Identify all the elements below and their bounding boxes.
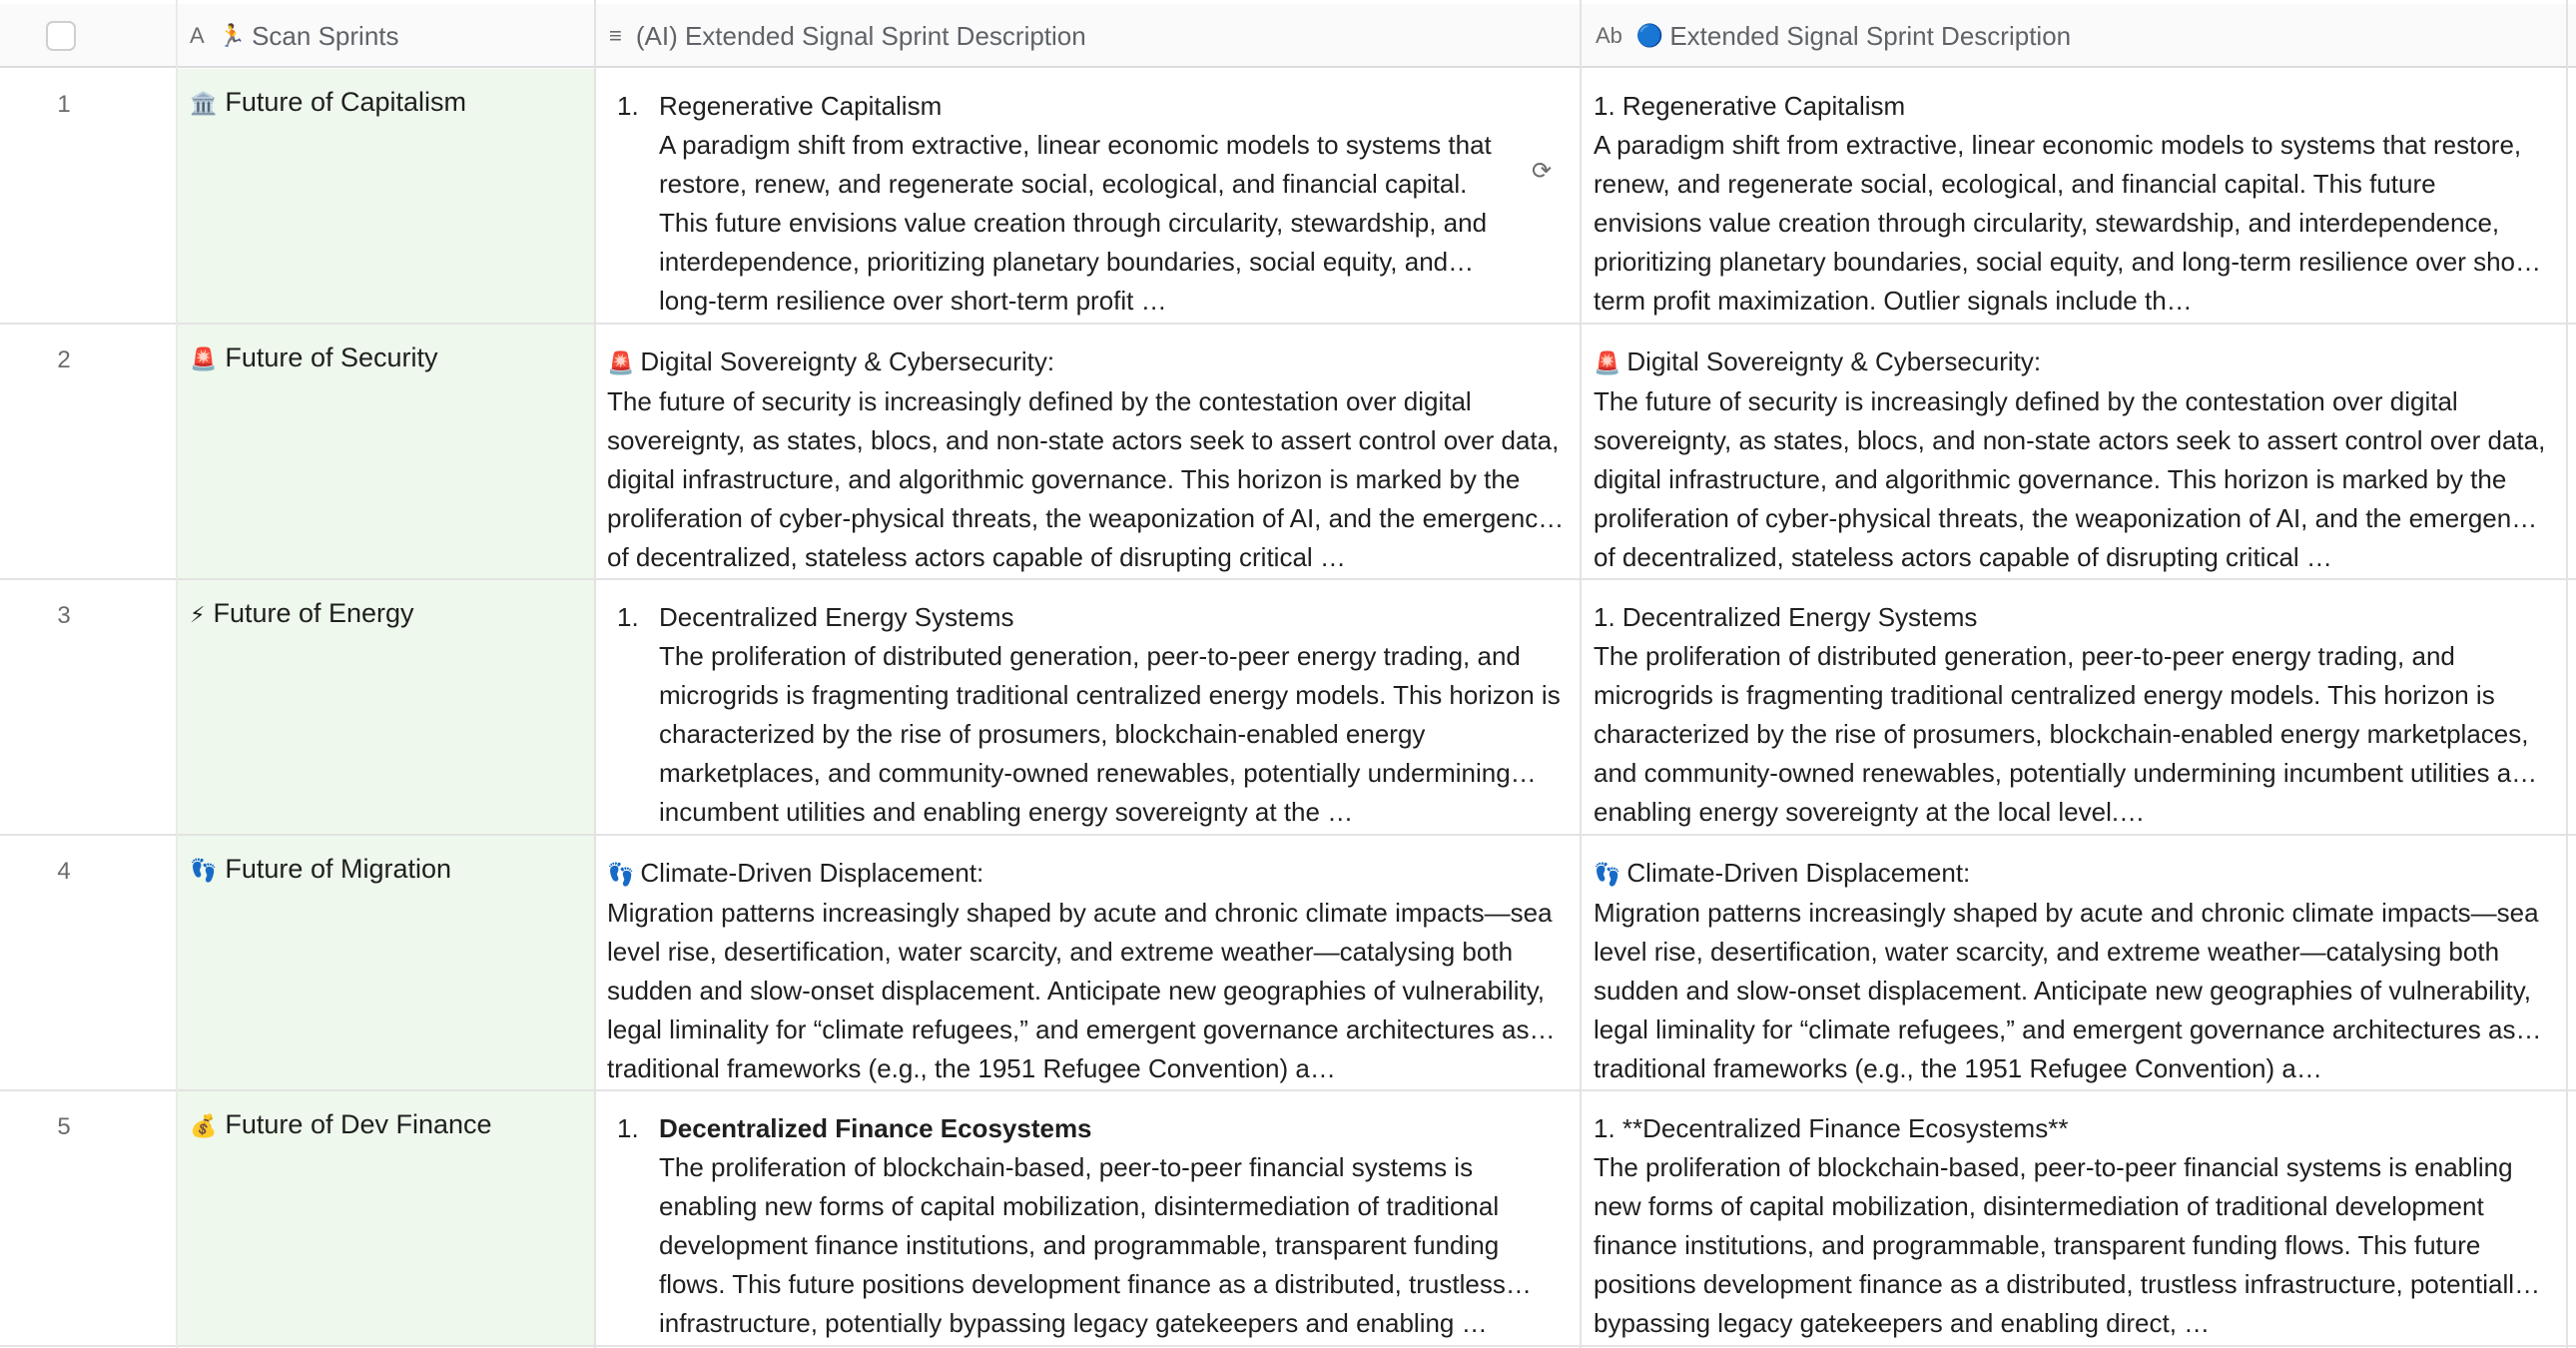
ai-body: The proliferation of distributed generation, peer-to-peer energy trading, and microgrids is fragmenting traditional centralized energy models. This horizon is characterized by the rise of prosumers, blockchain-enabled energy marketplaces, and community-owned renewables, potentially undermining incumbent utilities and enabling energy sovereignty at the … xyxy=(659,641,1561,827)
column-header-scan-sprints[interactable] xyxy=(190,4,399,68)
select-all-checkbox[interactable] xyxy=(46,21,76,51)
primary-field-icon: A xyxy=(190,23,205,48)
ai-body: Migration patterns increasingly shaped by acute and chronic climate impacts—sea level rise, desertification, water scarcity, and extreme weather—catalysing both sudden and slow-onset displacement. Anticipate new geographies of vulnerability, legal liminality for “climate refugees,” and emergent governance architectures as traditional frameworks (e.g., the 1951 Refugee Convention) a… xyxy=(607,898,1553,1083)
table-row[interactable] xyxy=(0,325,2576,580)
ai-description-cell[interactable]: 1. Decentralized Finance Ecosystems The proliferation of blockchain-based, peer-to-peer financial systems is enabling new forms of capital mobilization, disintermediation of traditional development finance institutions, and programmable, transparent funding flows. This future positions development finance as a distributed, trustless infrastructure, potentially bypassing legacy gatekeepers and enabling … xyxy=(607,1109,1568,1343)
column-divider[interactable] xyxy=(2566,0,2568,1348)
primary-cell[interactable] xyxy=(190,87,466,118)
ai-description-cell[interactable] xyxy=(607,854,1568,1087)
column-header-label: (AI) Extended Signal Sprint Description xyxy=(635,20,1086,51)
description-cell[interactable] xyxy=(1594,87,2548,321)
row-number: 4 xyxy=(57,858,71,885)
long-text-field-icon: Ab xyxy=(1596,23,1622,48)
table-row[interactable] xyxy=(0,836,2576,1091)
text-body: A paradigm shift from extractive, linear economic models to systems that restore, renew, and regenerate social, ecological, and financial capital. This future envisions value creation through circularity, stewardship, and interdependence, prioritizing planetary boundaries, social equity, and long-term resilience over short-term profit maximization. Outlier signals include th… xyxy=(1594,130,2540,316)
ai-description-cell[interactable] xyxy=(607,342,1568,576)
text-title: Climate-Driven Displacement: xyxy=(1626,858,1971,888)
description-cell[interactable] xyxy=(1594,598,2548,832)
table-row[interactable] xyxy=(0,1091,2576,1347)
ai-body: The future of security is increasingly defined by the contestation over digital sovereignty, as states, blocs, and non-state actors seek to assert control over data, digital infrastructure, and algorithmic governance. This horizon is marked by the proliferation of cyber-physical threats, the weaponization of AI, and the emergence of decentralized, stateless actors capable of disrupting critical … xyxy=(607,386,1560,572)
text-title: 1. Decentralized Energy Systems xyxy=(1594,602,1978,632)
siren-emoji-icon: 🚨 xyxy=(1594,350,1621,375)
primary-cell[interactable] xyxy=(190,854,451,885)
sprint-name: Future of Migration xyxy=(225,854,452,884)
lightning-emoji-icon: ⚡ xyxy=(190,602,206,627)
primary-cell[interactable] xyxy=(190,1109,492,1140)
ai-title: Climate-Driven Displacement: xyxy=(640,858,984,888)
column-divider[interactable] xyxy=(594,0,596,1348)
ai-title: Decentralized Finance Ecosystems xyxy=(659,1113,1092,1143)
sprint-name: Future of Capitalism xyxy=(225,87,466,117)
running-emoji-icon: 🏃 xyxy=(218,23,247,48)
money-bag-emoji-icon: 💰 xyxy=(190,1113,218,1138)
blue-circle-emoji-icon: 🔵 xyxy=(1635,23,1664,48)
siren-emoji-icon: 🚨 xyxy=(190,346,218,371)
row-number: 1 xyxy=(57,91,71,118)
text-body: The proliferation of distributed generation, peer-to-peer energy trading, and microgrids is fragmenting traditional centralized energy models. This horizon is characterized by the rise of prosumers, blockchain-enabled energy marketplaces, and community-owned renewables, potentially undermining incumbent utilities and enabling energy sovereignty at the local level.… xyxy=(1594,641,2541,827)
column-divider[interactable] xyxy=(1580,0,1582,1348)
row-number: 5 xyxy=(57,1113,71,1140)
primary-cell[interactable] xyxy=(190,598,414,629)
footprints-emoji-icon: 👣 xyxy=(190,858,218,883)
regenerate-icon[interactable]: ⟳ xyxy=(1532,158,1553,185)
column-header-ai-description[interactable] xyxy=(609,4,1086,68)
column-header-label: Extended Signal Sprint Description xyxy=(1669,20,2072,51)
text-body: Migration patterns increasingly shaped by acute and chronic climate impacts—sea level rise, desertification, water scarcity, and extreme weather—catalysing both sudden and slow-onset displacement. Anticipate new geographies of vulnerability, legal liminality for “climate refugees,” and emergent governance architectures as traditional frameworks (e.g., the 1951 Refugee Convention) a… xyxy=(1594,898,2539,1083)
primary-cell[interactable] xyxy=(190,342,438,373)
text-title: 1. **Decentralized Finance Ecosystems** xyxy=(1594,1113,2069,1143)
description-cell[interactable] xyxy=(1594,854,2548,1087)
column-header-description[interactable] xyxy=(1596,4,2071,68)
building-emoji-icon: 🏛️ xyxy=(190,91,218,116)
grid-header xyxy=(0,4,2576,68)
ai-text-field-icon: ≡ xyxy=(609,23,622,48)
ai-description-cell[interactable]: 1. Decentralized Energy Systems The proliferation of distributed generation, peer-to-peer energy trading, and microgrids is fragmenting traditional centralized energy models. This horizon is characterized by the rise of prosumers, blockchain-enabled energy marketplaces, and community-owned renewables, potentially undermining incumbent utilities and enabling energy sovereignty at the … xyxy=(607,598,1568,832)
sprint-name: Future of Energy xyxy=(213,598,414,628)
table-row[interactable] xyxy=(0,580,2576,836)
text-body: The proliferation of blockchain-based, peer-to-peer financial systems is enabling new forms of capital mobilization, disintermediation of traditional development finance institutions, and programmable, transparent funding flows. This future positions development finance as a distributed, trustless infrastructure, potentially bypassing legacy gatekeepers and enabling direct, … xyxy=(1594,1152,2528,1338)
sprint-name: Future of Dev Finance xyxy=(225,1109,492,1139)
ai-body: A paradigm shift from extractive, linear economic models to systems that restore, renew, and regenerate social, ecological, and financial capital. This future envisions value creation through circularity, stewardship, and interdependence, prioritizing planetary boundaries, social equity, and long-term resilience over short-term profit … xyxy=(659,130,1492,316)
ai-body: The proliferation of blockchain-based, peer-to-peer financial systems is enabling new forms of capital mobilization, disintermediation of traditional development finance institutions, and programmable, transparent funding flows. This future positions development finance as a distributed, trustless infrastructure, potentially bypassing legacy gatekeepers and enabling … xyxy=(659,1152,1506,1338)
column-header-label: Scan Sprints xyxy=(252,20,399,51)
description-cell[interactable] xyxy=(1594,1109,2548,1343)
text-body: The future of security is increasingly defined by the contestation over digital sovereignty, as states, blocs, and non-state actors seek to assert control over data, digital infrastructure, and algorithmic governance. This horizon is marked by the proliferation of cyber-physical threats, the weaponization of AI, and the emergence of decentralized, stateless actors capable of disrupting critical … xyxy=(1594,386,2546,572)
text-title: Digital Sovereignty & Cybersecurity: xyxy=(1626,346,2042,376)
row-number: 2 xyxy=(57,346,71,373)
description-cell[interactable] xyxy=(1594,342,2548,576)
footprints-emoji-icon: 👣 xyxy=(607,862,635,887)
footprints-emoji-icon: 👣 xyxy=(1594,862,1621,887)
ai-description-cell[interactable]: 1. Regenerative Capitalism A paradigm shift from extractive, linear economic models to systems that restore, renew, and regenerate social, ecological, and financial capital. This future envisions value creation through circularity, stewardship, and interdependence, prioritizing planetary boundaries, social equity, and long-term resilience over short-term profit … xyxy=(607,87,1506,321)
text-title: 1. Regenerative Capitalism xyxy=(1594,91,1906,121)
row-number: 3 xyxy=(57,602,71,629)
ai-title: Regenerative Capitalism xyxy=(659,91,943,121)
sprint-name: Future of Security xyxy=(225,342,438,372)
ai-title: Digital Sovereignty & Cybersecurity: xyxy=(640,346,1055,376)
siren-emoji-icon: 🚨 xyxy=(607,350,635,375)
ai-title: Decentralized Energy Systems xyxy=(659,602,1014,632)
table-row[interactable] xyxy=(0,69,2576,325)
column-divider xyxy=(176,0,178,1348)
